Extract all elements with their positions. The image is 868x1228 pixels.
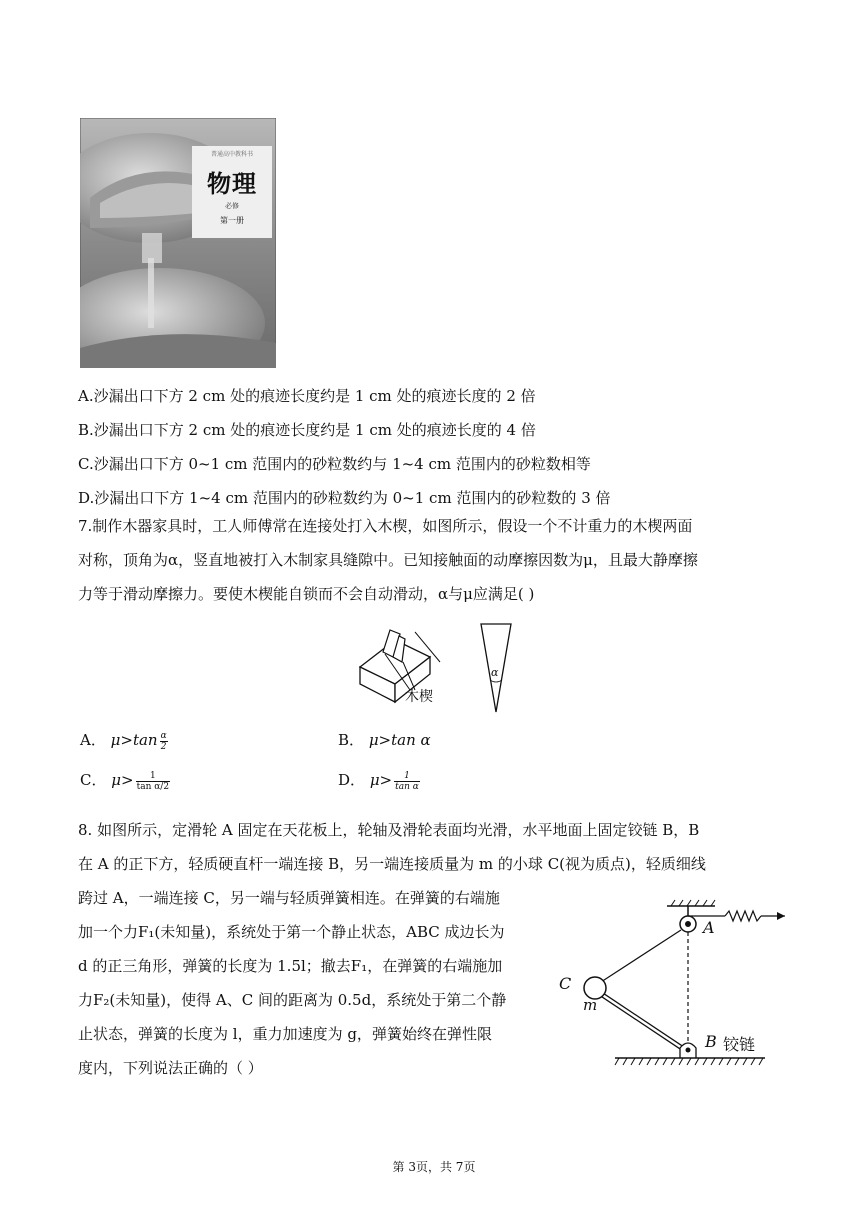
label-m: m [583, 996, 598, 1014]
wedge-angle-label: α [491, 666, 499, 679]
q7-option-b-prefix: B． [338, 731, 365, 749]
pulley-rod-figure [555, 890, 795, 1070]
cover-label-panel [192, 146, 272, 238]
cover-subtitle: 必修 [225, 202, 239, 210]
q8-text-line-7: 止状态，弹簧的长度为 l，重力加速度为 g，弹簧始终在弹性限 [78, 1025, 492, 1043]
q7-option-c-expr: μ> [111, 771, 134, 789]
q7-option-d-num: 1 [394, 771, 420, 782]
q7-option-a-prefix: A． [80, 731, 106, 749]
q8-text-line-3: 跨过 A，一端连接 C，另一端与轻质弹簧相连。在弹簧的右端施 [78, 889, 500, 907]
wedge-label: 木楔 [405, 689, 433, 705]
q7-option-d-prefix: D． [338, 771, 366, 789]
q7-option-d-expr: μ> [369, 771, 393, 789]
cover-volume: 第一册 [220, 216, 244, 225]
q7-option-c-fraction [136, 771, 170, 792]
q7-option-d [338, 770, 420, 792]
label-A: A [703, 918, 715, 937]
q7-option-a [80, 730, 168, 752]
q7-option-b [338, 730, 431, 750]
q7-option-a-expr: μ>tan [110, 731, 158, 749]
q7-text-line-3: 力等于滑动摩擦力。要使木楔能自锁而不会自动滑动，α与μ应满足( ) [78, 585, 535, 603]
q8-text-line-2: 在 A 的正下方，轻质硬直杆一端连接 B，另一端连接质量为 m 的小球 C(视为质点)，轻质细线 [78, 855, 706, 873]
q7-text-line-1: 7.制作木器家具时，工人师傅常在连接处打入木楔，如图所示，假设一个不计重力的木楔两面 [78, 517, 693, 535]
q7-option-a-fraction [160, 731, 168, 752]
q8-text-line-4: 加一个力F₁(未知量)，系统处于第一个静止状态，ABC 成边长为 [78, 923, 505, 941]
label-B: B [705, 1032, 717, 1051]
q8-text-line-6: 力F₂(未知量)，使得 A、C 间的距离为 0.5d，系统处于第二个静 [78, 991, 507, 1009]
q7-option-d-fraction [394, 771, 420, 792]
q8-text-line-8: 度内，下列说法正确的（ ） [78, 1059, 263, 1077]
textbook-cover-image [80, 118, 276, 368]
q7-option-c-prefix: C． [80, 771, 107, 789]
q6-option-c: C.沙漏出口下方 0~1 cm 范围内的砂粒数约与 1~4 cm 范围内的砂粒数相等 [78, 455, 591, 473]
q8-text-line-1: 8. 如图所示，定滑轮 A 固定在天花板上，轮轴及滑轮表面均光滑，水平地面上固定铰链 B，B [78, 821, 700, 839]
q7-option-d-den: tan α [395, 781, 419, 792]
q6-option-d: D.沙漏出口下方 1~4 cm 范围内的砂粒数约为 0~1 cm 范围内的砂粒数的 3 倍 [78, 489, 611, 507]
cover-title: 物理 [207, 169, 257, 198]
q6-option-a: A.沙漏出口下方 2 cm 处的痕迹长度约是 1 cm 处的痕迹长度的 2 倍 [78, 387, 536, 405]
label-hinge: 铰链 [723, 1035, 756, 1054]
wedge-furniture-figure [355, 622, 465, 712]
q7-text-line-2: 对称，顶角为α，竖直地被打入木制家具缝隙中。已知接触面的动摩擦因数为μ，且最大静摩擦 [78, 551, 698, 569]
q7-option-b-expr: μ>tan α [368, 731, 431, 749]
wedge-angle-figure [478, 622, 514, 714]
q7-option-c [80, 770, 170, 792]
q8-text-line-5: d 的正三角形，弹簧的长度为 1.5l；撤去F₁，在弹簧的右端施加 [78, 957, 503, 975]
q7-option-a-num: α [160, 730, 167, 741]
q7-option-c-den: tan α/2 [136, 781, 170, 792]
cover-series-text: 普通高中教科书 [210, 151, 253, 158]
label-C: C [559, 974, 572, 993]
q6-option-b: B.沙漏出口下方 2 cm 处的痕迹长度约是 1 cm 处的痕迹长度的 4 倍 [78, 421, 536, 439]
page-footer: 第 3页，共 7页 [392, 1160, 476, 1174]
q7-option-a-den: 2 [160, 741, 167, 752]
q7-option-c-num: 1 [136, 771, 170, 782]
